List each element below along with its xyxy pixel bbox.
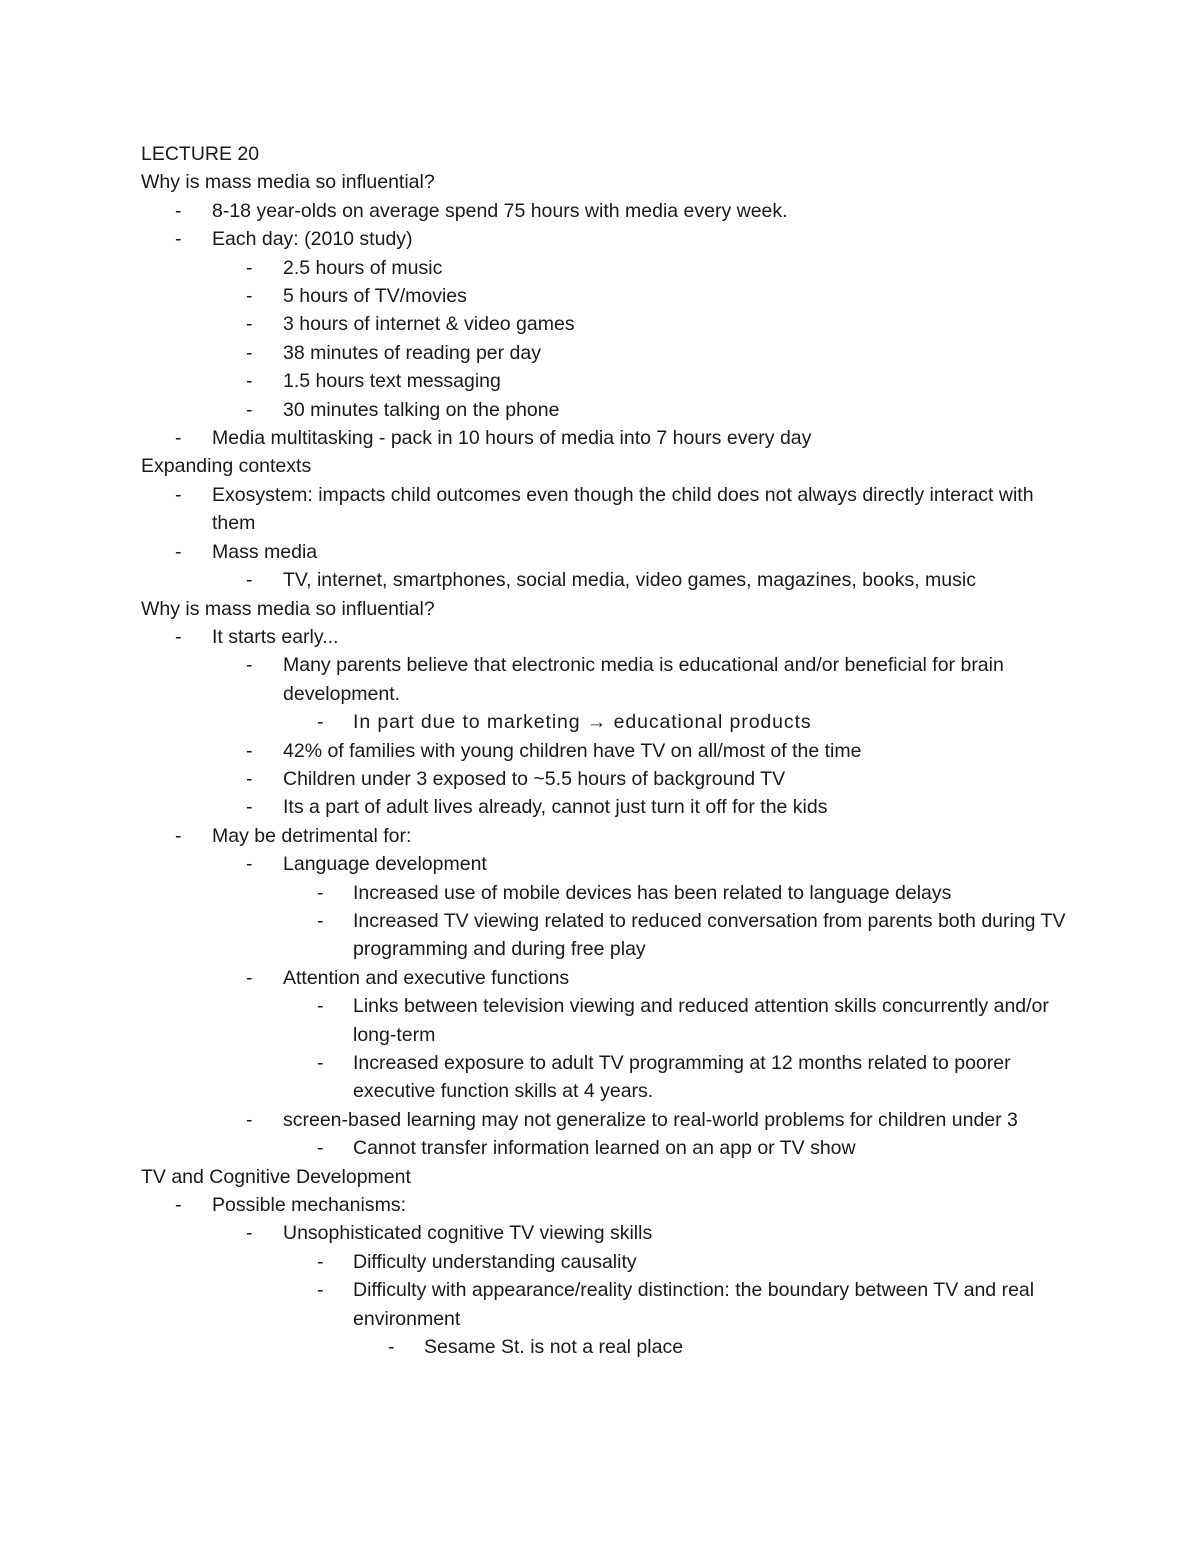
line-text: Each day: (2010 study)	[212, 228, 413, 251]
line-text: Expanding contexts	[141, 455, 312, 478]
line-text: TV, internet, smartphones, social media, video games, magazines, books, music	[283, 569, 976, 592]
dash-bullet-icon: -	[175, 228, 182, 251]
line-text: Media multitasking - pack in 10 hours of media into 7 hours every day	[212, 427, 812, 450]
dash-bullet-icon: -	[317, 1052, 324, 1074]
line-text: screen-based learning may not generalize to real-world problems for children under 3	[283, 1108, 1018, 1131]
bullet-item	[141, 197, 1071, 225]
line-text: 3 hours of internet & video games	[283, 313, 575, 336]
line-text: 2.5 hours of music	[283, 256, 443, 279]
dash-bullet-icon: -	[317, 909, 324, 932]
line-text: TV and Cognitive Development	[141, 1165, 411, 1188]
line-text: Attention and executive functions	[283, 966, 570, 989]
dash-bullet-icon: -	[317, 711, 325, 734]
line-text: Difficulty understanding causality	[353, 1250, 637, 1273]
line-text: Language development	[283, 853, 487, 876]
dash-bullet-icon: -	[246, 285, 253, 308]
bullet-item	[141, 282, 1071, 310]
dash-bullet-icon: -	[317, 1250, 324, 1273]
line-text: 5 hours of TV/movies	[283, 285, 467, 308]
bullet-item	[141, 396, 1071, 424]
bullet-item	[141, 822, 1071, 850]
line-text: 1.5 hours text messaging	[283, 370, 501, 393]
line-text: Mass media	[212, 540, 318, 563]
bullet-item	[141, 538, 1071, 566]
bullet-item	[141, 424, 1071, 452]
document-page	[141, 140, 1071, 1361]
bullet-item	[141, 907, 1071, 964]
bullet-item	[141, 1134, 1071, 1162]
bullet-item	[141, 1191, 1071, 1219]
bullet-item	[141, 566, 1071, 594]
dash-bullet-icon: -	[317, 1279, 324, 1302]
bullet-item	[141, 992, 1071, 1049]
line-text: Why is mass media so influential?	[141, 171, 435, 194]
dash-bullet-icon: -	[246, 398, 253, 421]
section-heading	[141, 595, 1071, 623]
dash-bullet-icon: -	[175, 199, 182, 222]
bullet-item	[141, 793, 1071, 821]
line-text: Exosystem: impacts child outcomes even though the child does not always directly interact with them	[212, 483, 1034, 535]
section-heading	[141, 452, 1071, 480]
line-text: Increased use of mobile devices has been related to language delays	[353, 881, 952, 904]
dash-bullet-icon: -	[246, 966, 253, 989]
bullet-item	[141, 1248, 1071, 1276]
line-text: Increased TV viewing related to reduced conversation from parents both during TV programming and during free play	[353, 909, 1066, 961]
line-text: Increased exposure to adult TV programming at 12 months related to poorer executive function skills at 4 years.	[353, 1052, 1011, 1103]
line-text: In part due to marketing → educational products	[353, 711, 812, 734]
dash-bullet-icon: -	[246, 853, 253, 876]
dash-bullet-icon: -	[246, 1222, 253, 1245]
line-text: 30 minutes talking on the phone	[283, 398, 560, 421]
bullet-item	[141, 1049, 1071, 1106]
dash-bullet-icon: -	[317, 1137, 324, 1160]
line-text: 42% of families with young children have TV on all/most of the time	[283, 739, 862, 762]
line-text: Its a part of adult lives already, cannot just turn it off for the kids	[283, 796, 828, 819]
bullet-item	[141, 339, 1071, 367]
section-heading	[141, 168, 1071, 196]
bullet-item	[141, 651, 1071, 708]
dash-bullet-icon: -	[246, 341, 253, 364]
bullet-item	[141, 367, 1071, 395]
line-text: Why is mass media so influential?	[141, 597, 435, 620]
dash-bullet-icon: -	[246, 569, 253, 592]
dash-bullet-icon: -	[246, 256, 253, 279]
notes-list	[141, 168, 1071, 1361]
line-text: Possible mechanisms:	[212, 1194, 406, 1217]
dash-bullet-icon: -	[175, 427, 182, 450]
document-title: LECTURE 20	[141, 143, 260, 165]
dash-bullet-icon: -	[246, 313, 253, 336]
line-text: 8-18 year-olds on average spend 75 hours with media every week.	[212, 199, 788, 222]
dash-bullet-icon: -	[246, 767, 253, 790]
line-text: Children under 3 exposed to ~5.5 hours of background TV	[283, 767, 786, 790]
section-heading	[141, 1163, 1071, 1191]
line-text: Cannot transfer information learned on an app or TV show	[353, 1137, 856, 1160]
bullet-item	[141, 623, 1071, 651]
bullet-item	[141, 225, 1071, 253]
dash-bullet-icon: -	[175, 540, 182, 563]
dash-bullet-icon: -	[246, 739, 253, 762]
line-text: It starts early...	[212, 625, 339, 648]
dash-bullet-icon: -	[246, 1108, 253, 1131]
bullet-item	[141, 1106, 1071, 1134]
bullet-item	[141, 1219, 1071, 1247]
dash-bullet-icon: -	[175, 1194, 182, 1217]
dash-bullet-icon: -	[175, 625, 182, 648]
bullet-item	[141, 765, 1071, 793]
bullet-item	[141, 850, 1071, 878]
dash-bullet-icon: -	[175, 824, 182, 847]
line-text: Difficulty with appearance/reality distinction: the boundary between TV and real environment	[353, 1279, 1035, 1330]
line-text: Links between television viewing and reduced attention skills concurrently and/or long-term	[353, 995, 1049, 1046]
line-text: 38 minutes of reading per day	[283, 341, 541, 364]
dash-bullet-icon: -	[246, 654, 253, 677]
bullet-item	[141, 1333, 1071, 1361]
bullet-item	[141, 1276, 1071, 1333]
dash-bullet-icon: -	[246, 370, 253, 393]
bullet-item	[141, 964, 1071, 992]
line-text: Sesame St. is not a real place	[424, 1336, 684, 1359]
line-text: Many parents believe that electronic media is educational and/or beneficial for brain development.	[283, 654, 1004, 705]
bullet-item	[141, 310, 1071, 338]
bullet-item	[141, 879, 1071, 907]
dash-bullet-icon: -	[317, 995, 324, 1018]
dash-bullet-icon: -	[317, 881, 324, 904]
line-text: May be detrimental for:	[212, 824, 412, 847]
bullet-item	[141, 708, 1071, 736]
dash-bullet-icon: -	[175, 483, 182, 506]
bullet-item	[141, 481, 1071, 538]
dash-bullet-icon: -	[388, 1336, 395, 1359]
dash-bullet-icon: -	[246, 796, 253, 819]
line-text: Unsophisticated cognitive TV viewing skills	[283, 1222, 653, 1245]
bullet-item	[141, 254, 1071, 282]
bullet-item	[141, 737, 1071, 765]
